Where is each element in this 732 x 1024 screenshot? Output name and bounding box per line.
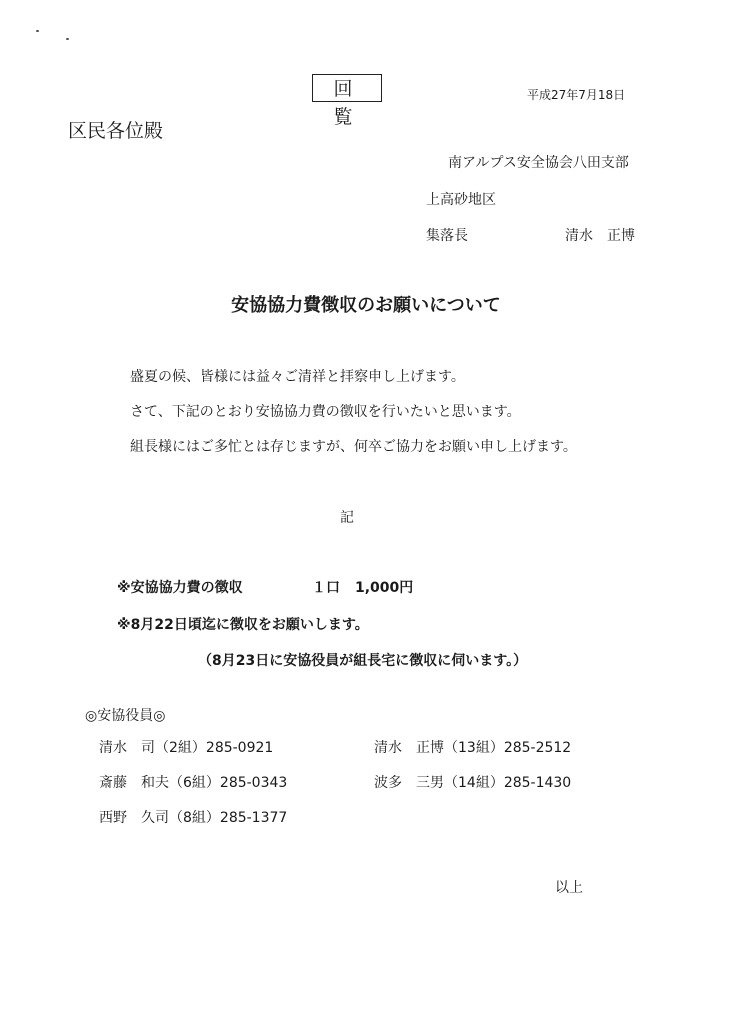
sender-organization: 南アルプス安全協会八田支部: [448, 155, 629, 171]
officer-entry: 波多 三男（14組）285-1430: [374, 775, 572, 791]
scan-speck: [66, 38, 69, 40]
document-title: 安協協力費徴収のお願いについて: [231, 295, 501, 316]
closing-mark: 以上: [555, 880, 583, 896]
fee-label: ※安協協力費の徴収: [117, 580, 243, 596]
sender-title: 集落長: [426, 228, 468, 244]
scan-speck: [36, 30, 39, 32]
deadline-note: ※8月22日頃迄に徴収をお願いします。: [117, 617, 369, 633]
addressee: 区民各位殿: [68, 120, 164, 142]
officer-entry: 西野 久司（8組）285-1377: [99, 810, 288, 826]
sender-district: 上高砂地区: [426, 192, 496, 208]
body-paragraph-line: さて、下記のとおり安協協力費の徴収を行いたいと思います。: [130, 404, 521, 420]
visit-note: （8月23日に安協役員が組長宅に徴収に伺います。）: [198, 653, 528, 669]
document-date: 平成27年7月18日: [527, 88, 626, 102]
circular-label: 回覧: [312, 74, 382, 102]
fee-unit: １口: [312, 580, 340, 596]
officer-entry: 斎藤 和夫（6組）285-0343: [99, 775, 288, 791]
officer-entry: 清水 司（2組）285-0921: [99, 740, 274, 756]
body-paragraph-line: 盛夏の候、皆様には益々ご清祥と拝察申し上げます。: [130, 369, 465, 385]
fee-amount: 1,000円: [355, 580, 414, 596]
ki-heading: 記: [340, 510, 354, 526]
officer-entry: 清水 正博（13組）285-2512: [374, 740, 572, 756]
officers-heading: ◎安協役員◎: [85, 708, 166, 724]
sender-name: 清水 正博: [565, 228, 635, 244]
body-paragraph-line: 組長様にはご多忙とは存じますが、何卒ご協力をお願い申し上げます。: [130, 439, 577, 455]
